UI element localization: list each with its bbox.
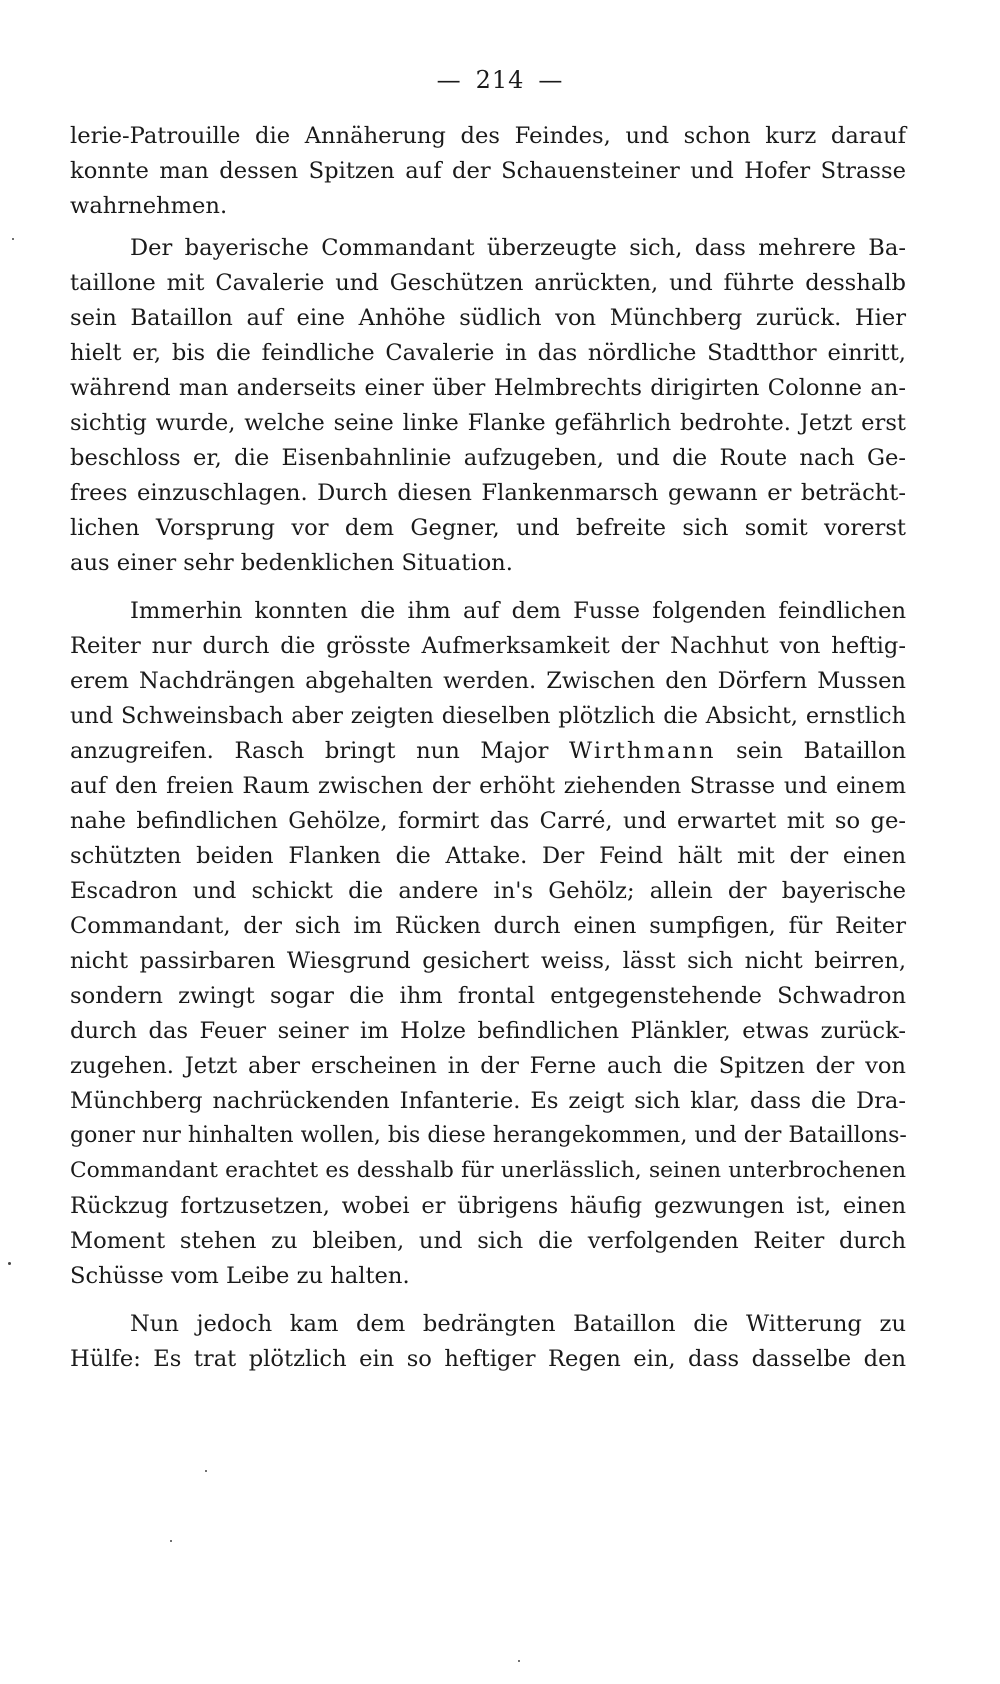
text-line: aus einer sehr bedenklichen Situation. [70, 550, 513, 576]
text-line: Schüsse vom Leibe zu halten. [70, 1263, 410, 1289]
text-line: Commandant, der sich im Rücken durch einen sumpfigen, für Reiter [70, 913, 906, 939]
text-line: Immerhin konnten die ihm auf dem Fusse folgenden feindlichen [130, 598, 906, 624]
header-dash-left: — [436, 66, 462, 94]
line-end: sein Bataillon [715, 738, 907, 764]
scan-speck [8, 1262, 11, 1265]
text-line: taillone mit Cavalerie und Geschützen anrückten, und führte desshalb [70, 270, 906, 296]
text-line: beschloss er, die Eisenbahnlinie aufzugeben, und die Route nach Ge- [70, 445, 906, 471]
page-number: 214 [475, 66, 525, 94]
text-line: konnte man dessen Spitzen auf der Schauensteiner und Hofer Strasse [70, 158, 906, 184]
scan-speck [205, 1470, 207, 1472]
text-line: zugehen. Jetzt aber erscheinen in der Ferne auch die Spitzen der von [70, 1053, 906, 1079]
text-line: Nun jedoch kam dem bedrängten Bataillon die Witterung zu [130, 1311, 906, 1337]
text-line: sondern zwingt sogar die ihm frontal entgegenstehende Schwadron [70, 983, 906, 1009]
text-line: hielt er, bis die feindliche Cavalerie in das nördliche Stadtthor einritt, [70, 340, 906, 366]
text-line: lerie-Patrouille die Annäherung des Feindes, und schon kurz darauf [70, 123, 906, 149]
text-line: durch das Feuer seiner im Holze befindlichen Plänkler, etwas zurück- [70, 1018, 906, 1044]
text-line: Hülfe: Es trat plötzlich ein so heftiger Regen ein, dass dasselbe den [70, 1346, 906, 1372]
text-line: Escadron und schickt die andere in's Gehölz; allein der bayerische [70, 878, 906, 904]
text-line: nahe befindlichen Gehölze, formirt das Carré, und erwartet mit so ge- [70, 808, 906, 834]
text-line: goner nur hinhalten wollen, bis diese herangekommen, und der Bataillons- [70, 1123, 907, 1148]
text-line: sein Bataillon auf eine Anhöhe südlich von Münchberg zurück. Hier [70, 305, 906, 331]
text-line: Der bayerische Commandant überzeugte sich, dass mehrere Ba- [130, 235, 906, 261]
text-line: sichtig wurde, welche seine linke Flanke gefährlich bedrohte. Jetzt erst [70, 410, 906, 436]
text-line-with-name [70, 735, 906, 767]
scan-speck [12, 238, 14, 240]
page-header [0, 66, 1000, 94]
text-line: lichen Vorsprung vor dem Gegner, und befreite sich somit vorerst [70, 515, 906, 541]
scan-speck [518, 1660, 520, 1662]
text-line: Münchberg nachrückenden Infanterie. Es zeigt sich klar, dass die Dra- [70, 1088, 906, 1114]
scan-speck [170, 1540, 172, 1542]
text-line: Commandant erachtet es desshalb für unerlässlich, seinen unterbrochenen [70, 1158, 906, 1183]
text-line: schützten beiden Flanken die Attake. Der Feind hält mit der einen [70, 843, 906, 869]
text-line: frees einzuschlagen. Durch diesen Flankenmarsch gewann er beträcht- [70, 480, 906, 506]
text-line: Reiter nur durch die grösste Aufmerksamkeit der Nachhut von heftig- [70, 633, 906, 659]
text-line: nicht passirbaren Wiesgrund gesichert weiss, lässt sich nicht beirren, [70, 948, 906, 974]
text-line: Moment stehen zu bleiben, und sich die verfolgenden Reiter durch [70, 1228, 906, 1254]
text-line: während man anderseits einer über Helmbrechts dirigirten Colonne an- [70, 375, 906, 401]
text-line: und Schweinsbach aber zeigten dieselben plötzlich die Absicht, ernstlich [70, 703, 906, 729]
text-line: Rückzug fortzusetzen, wobei er übrigens häufig gezwungen ist, einen [70, 1193, 906, 1219]
person-name: Wirthmann [569, 738, 716, 764]
text-line: auf den freien Raum zwischen der erhöht ziehenden Strasse und einem [70, 773, 906, 799]
line-start: anzugreifen. Rasch bringt nun Major [70, 738, 570, 764]
header-dash-right: — [538, 66, 564, 94]
text-line: erem Nachdrängen abgehalten werden. Zwischen den Dörfern Mussen [70, 668, 906, 694]
text-line: wahrnehmen. [70, 193, 228, 219]
